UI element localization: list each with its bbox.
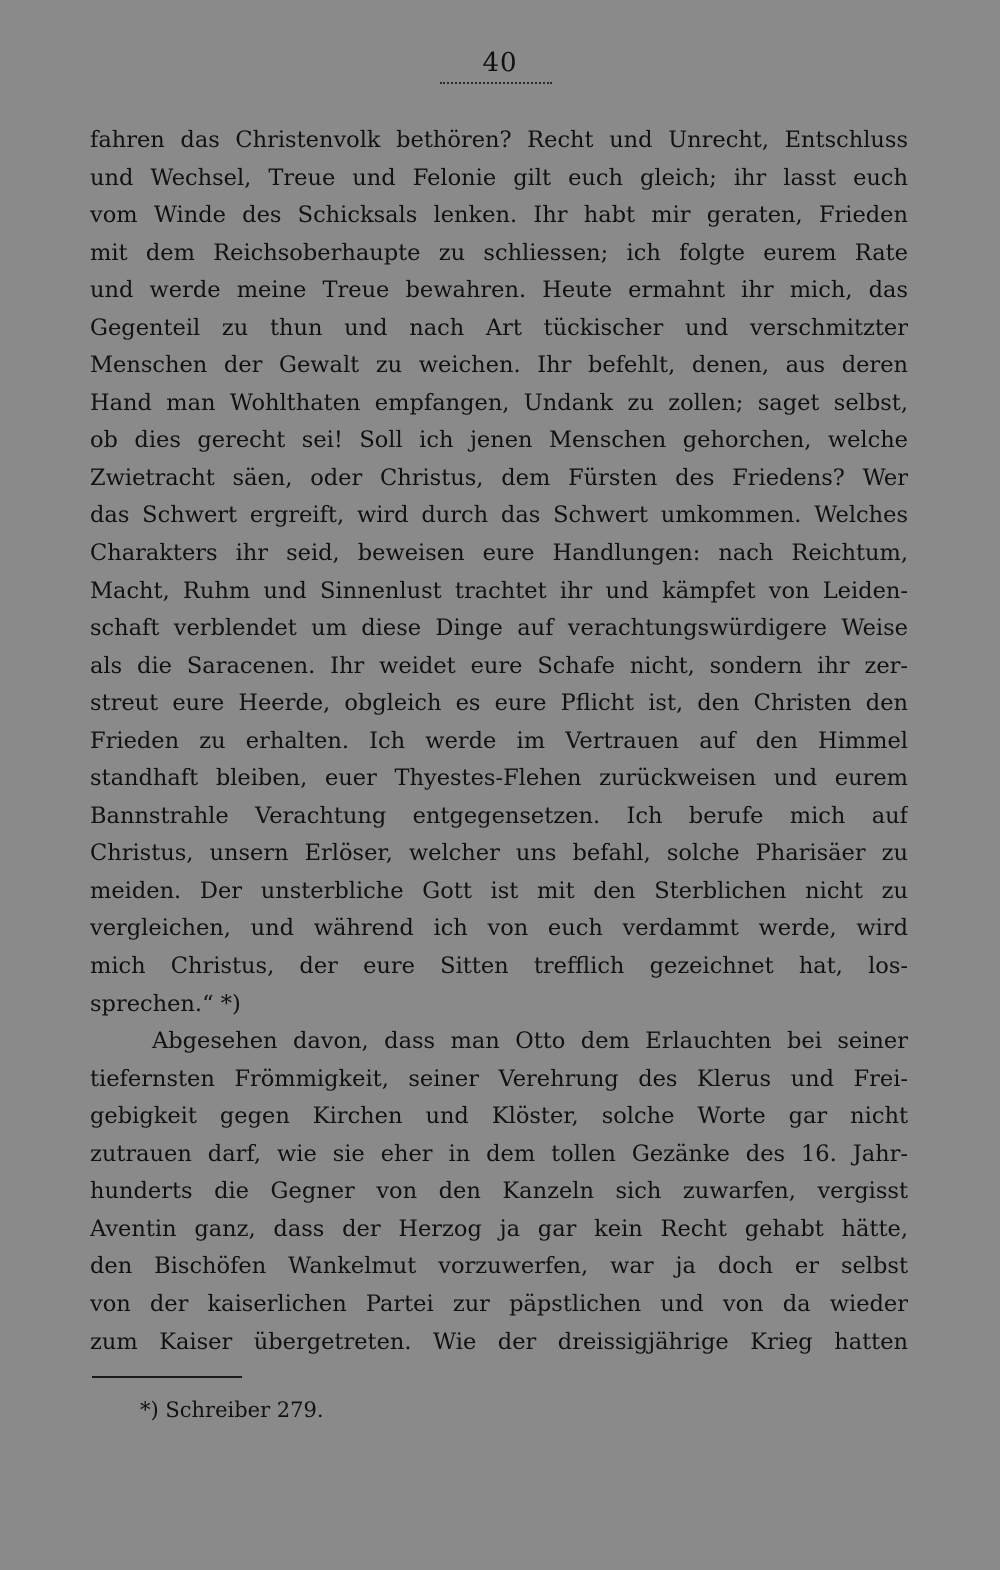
text-line: hunderts die Gegner von den Kanzeln sich zuwarfen, vergisst: [90, 1178, 908, 1205]
text-line: und werde meine Treue bewahren. Heute ermahnt ihr mich, das: [90, 277, 908, 304]
text-line: meiden. Der unsterbliche Gott ist mit den Sterblichen nicht zu: [90, 877, 908, 904]
text-line: zum Kaiser übergetreten. Wie der dreissigjährige Krieg hatten: [90, 1328, 908, 1355]
text-line: Hand man Wohlthaten empfangen, Undank zu zollen; saget selbst,: [90, 389, 908, 416]
text-line: zutrauen darf, wie sie eher in dem tollen Gezänke des 16. Jahr-: [90, 1140, 908, 1167]
text-line: das Schwert ergreift, wird durch das Schwert umkommen. Welches: [90, 502, 908, 529]
text-line: vergleichen, und während ich von euch verdammt werde, wird: [90, 915, 908, 942]
text-line: Aventin ganz, dass der Herzog ja gar kein Recht gehabt hätte,: [90, 1215, 908, 1242]
text-line: mich Christus, der eure Sitten trefflich gezeichnet hat, los-: [90, 953, 908, 980]
text-line: den Bischöfen Wankelmut vorzuwerfen, war ja doch er selbst: [90, 1253, 908, 1280]
text-line: Bannstrahle Verachtung entgegensetzen. Ich berufe mich auf: [90, 802, 908, 829]
text-line: Macht, Ruhm und Sinnenlust trachtet ihr und kämpfet von Leiden-: [90, 577, 908, 604]
text-line: Menschen der Gewalt zu weichen. Ihr befehlt, denen, aus deren: [90, 352, 908, 379]
text-line: von der kaiserlichen Partei zur päpstlichen und von da wieder: [90, 1290, 908, 1317]
text-line: schaft verblendet um diese Dinge auf verachtungswürdigere Weise: [90, 615, 908, 642]
footnote-divider: [92, 1376, 242, 1378]
text-line: Frieden zu erhalten. Ich werde im Vertrauen auf den Himmel: [90, 727, 908, 754]
page-number: 40: [482, 48, 518, 78]
text-line: Christus, unsern Erlöser, welcher uns befahl, solche Pharisäer zu: [90, 840, 908, 867]
text-line: standhaft bleiben, euer Thyestes-Flehen zurückweisen und eurem: [90, 765, 908, 792]
text-line: mit dem Reichsoberhaupte zu schliessen; ich folgte eurem Rate: [90, 239, 908, 266]
text-line: fahren das Christenvolk bethören? Recht und Unrecht, Entschluss: [90, 127, 908, 153]
text-line: Gegenteil zu thun und nach Art tückischer und verschmitzter: [90, 314, 908, 341]
text-line: streut eure Heerde, obgleich es eure Pflicht ist, den Christen den: [90, 690, 908, 717]
text-line: Zwietracht säen, oder Christus, dem Fürsten des Friedens? Wer: [90, 464, 908, 491]
text-line: sprechen.“ *): [90, 990, 241, 1017]
text-line: Abgesehen davon, dass man Otto dem Erlauchten bei seiner: [152, 1028, 908, 1055]
text-line: als die Saracenen. Ihr weidet eure Schafe nicht, sondern ihr zer-: [90, 652, 908, 679]
text-line: ob dies gerecht sei! Soll ich jenen Menschen gehorchen, welche: [90, 427, 908, 454]
text-line: gebigkeit gegen Kirchen und Klöster, solche Worte gar nicht: [90, 1103, 908, 1130]
page-number-ornament: [440, 82, 552, 84]
text-line: Charakters ihr seid, beweisen eure Handlungen: nach Reichtum,: [90, 540, 908, 567]
body-text: [90, 122, 908, 1361]
footnote: *) Schreiber 279.: [140, 1398, 324, 1422]
text-line: vom Winde des Schicksals lenken. Ihr habt mir geraten, Frieden: [90, 202, 908, 229]
text-line: und Wechsel, Treue und Felonie gilt euch gleich; ihr lasst euch: [90, 164, 908, 191]
text-line: tiefernsten Frömmigkeit, seiner Verehrung des Klerus und Frei-: [90, 1065, 908, 1092]
